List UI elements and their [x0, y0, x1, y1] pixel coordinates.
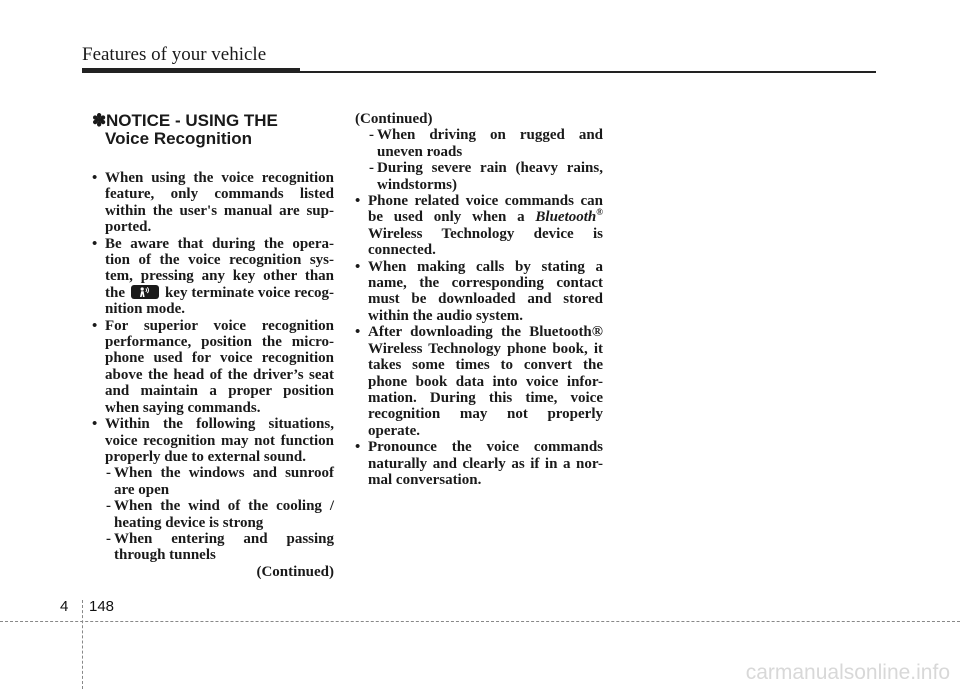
bullet-text: For superior voice recognition performance, position the micro-phone used for voice recognition above the head of the driver’s seat and maintain a proper position when saying commands. — [105, 317, 334, 416]
dash-text: When entering and passing through tunnels — [114, 530, 334, 564]
notice-title — [92, 112, 334, 148]
bullet-text: key terminate voice recog-nition mode. — [105, 284, 334, 318]
header-rule-thick — [82, 68, 300, 73]
bullet-text: Within the following situations, voice recognition may not function properly due to external sound. — [105, 416, 334, 465]
bullet-item — [355, 193, 603, 259]
bullet-item — [92, 318, 334, 416]
right-column — [355, 111, 603, 488]
chapter-number: 4 — [60, 598, 69, 615]
bullet-text: After downloading the Bluetooth® Wireless Technology phone book, it takes some times to convert the phone book data into voice infor-mation. During this time, voice recognition may not properly operate. — [368, 324, 603, 439]
dash-text: When the wind of the cooling / heating device is strong — [114, 498, 334, 531]
dash-item — [355, 127, 603, 160]
bullet-text: When using the voice recognition feature, only commands listed within the user's manual are sup-ported. — [105, 170, 334, 236]
bullet-text: Be aware that during the opera-tion of the voice recognition sys-tem, pressing any key other than the — [105, 235, 334, 301]
situation-dash-list — [355, 127, 603, 193]
dash-item — [355, 160, 603, 193]
notice-star-icon: ✽ — [92, 111, 107, 130]
bluetooth-term: Bluetooth — [535, 209, 597, 226]
bullet-item — [92, 170, 334, 236]
footer-divider — [82, 600, 83, 689]
dash-item — [92, 531, 334, 564]
voice-talk-key-icon — [131, 285, 159, 299]
dash-item — [92, 465, 334, 498]
bullet-text: When making calls by stating a name, the corresponding contact must be downloaded and stored within the audio system. — [368, 258, 603, 324]
bullet-item — [355, 259, 603, 325]
situation-dash-list — [92, 465, 334, 563]
bullet-text: Pronounce the voice commands naturally and clearly as if in a nor-mal conversation. — [368, 439, 603, 488]
continued-label: (Continued) — [355, 111, 433, 127]
watermark: carmanualsonline.info — [745, 661, 950, 684]
dash-item — [92, 498, 334, 531]
dash-text: During severe rain (heavy rains, windstorms) — [377, 160, 603, 193]
continued-label: (Continued) — [256, 563, 334, 580]
left-column — [92, 112, 334, 580]
footer-rule — [0, 621, 960, 622]
notice-title-line2: Voice Recognition — [105, 129, 253, 148]
header-rule-thin — [300, 71, 876, 73]
bullet-item — [92, 236, 334, 318]
notice-title-line1: NOTICE - USING THE — [106, 111, 278, 130]
bullet-item — [92, 416, 334, 465]
bullet-item — [355, 439, 603, 488]
bullet-text: Phone related voice commands can be used only when a — [368, 193, 603, 226]
dash-text: When the windows and sunroof are open — [114, 465, 334, 498]
notice-bullet-list — [355, 193, 603, 488]
dash-text: When driving on rugged and uneven roads — [377, 127, 603, 160]
page-header-title: Features of your vehicle — [82, 44, 267, 65]
page-number: 148 — [89, 598, 115, 615]
notice-bullet-list — [92, 170, 334, 465]
registered-mark: ® — [596, 207, 603, 218]
bullet-item — [355, 324, 603, 439]
bullet-text: Wireless Technology device is connected. — [368, 225, 603, 259]
